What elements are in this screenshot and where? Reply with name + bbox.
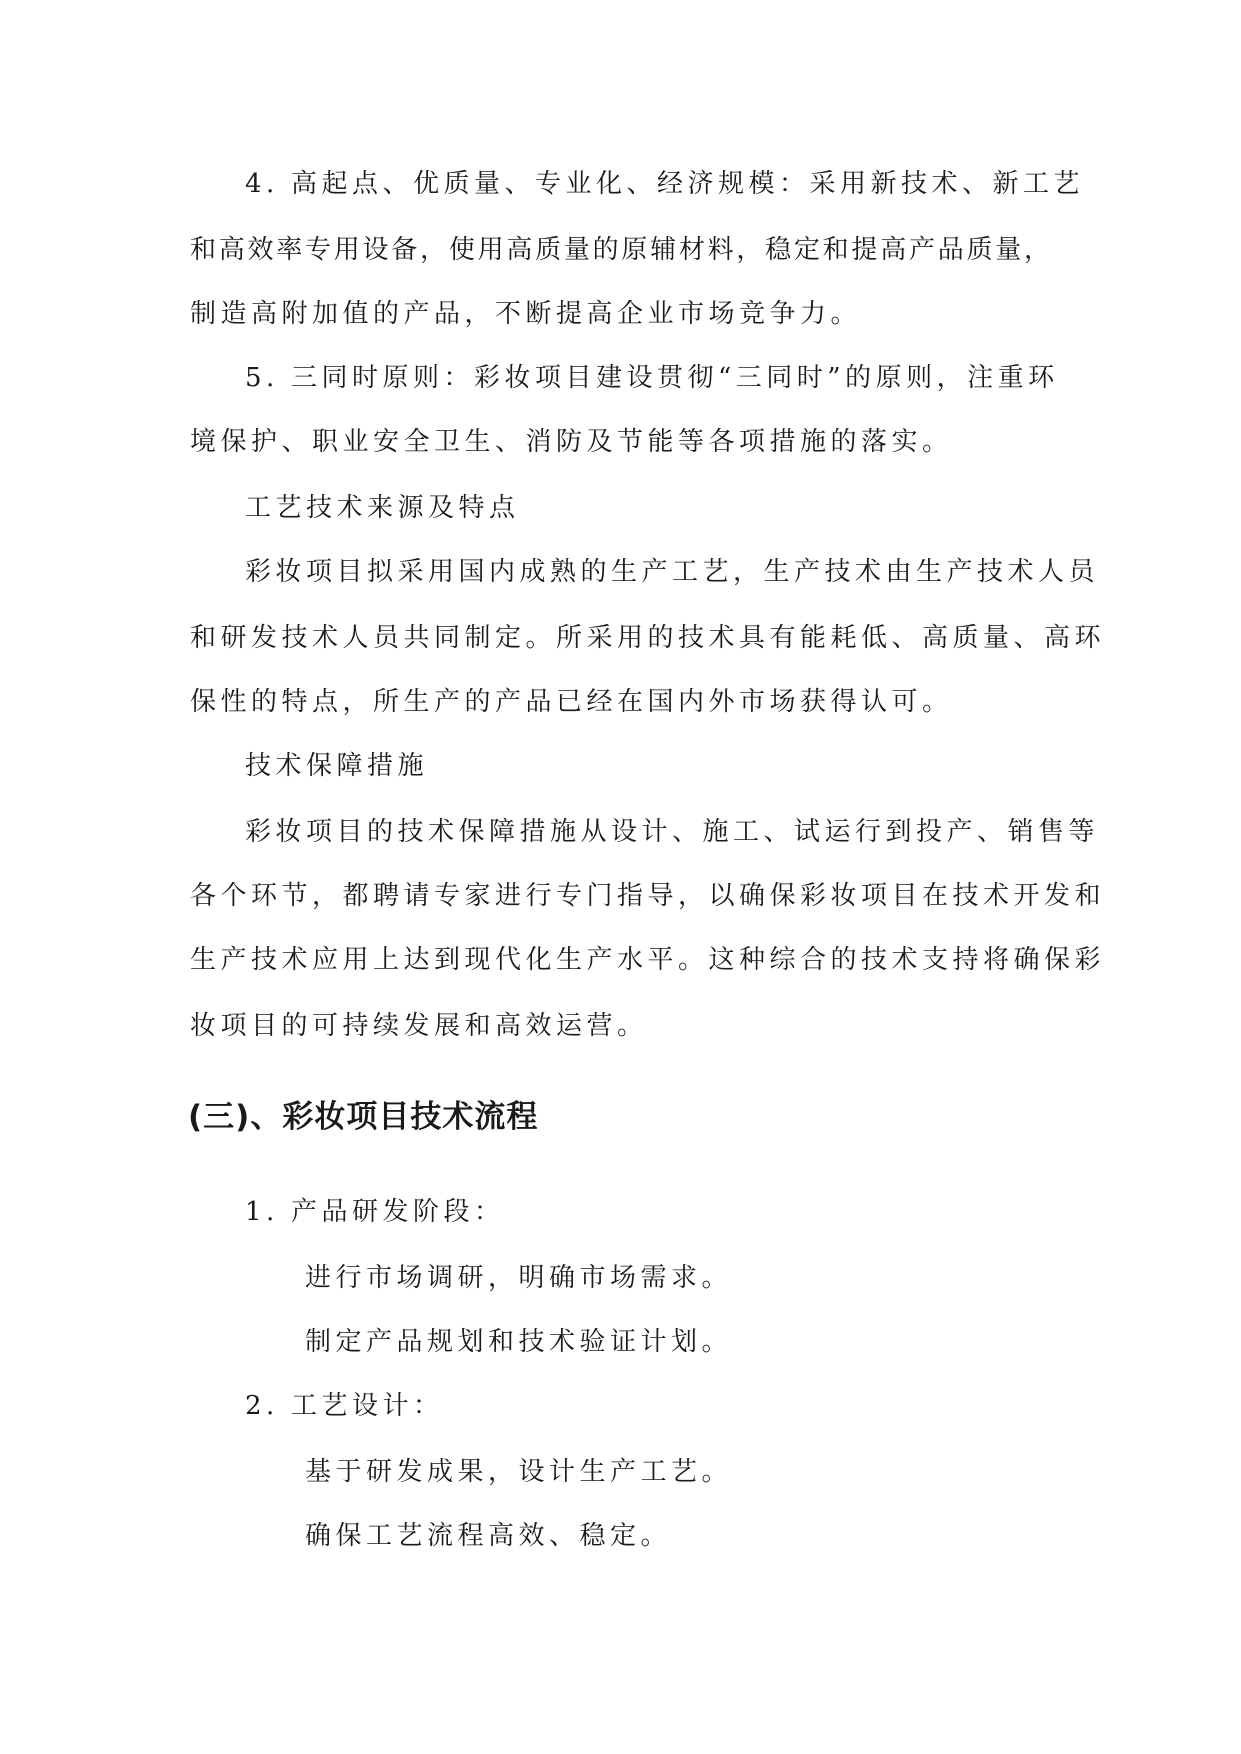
step-1-title	[245, 1195, 505, 1229]
step-2-item-2: 确保工艺流程高效、稳定。	[305, 1521, 672, 1551]
step-2-title	[245, 1389, 444, 1423]
paragraph-tech-source-line-3: 保性的特点，所生产的产品已经在国内外市场获得认可。	[190, 687, 953, 717]
step-1-item-1: 进行市场调研，明确市场需求。	[305, 1263, 733, 1293]
list-number: 4.	[245, 169, 279, 199]
step-2-item-1: 基于研发成果，设计生产工艺。	[305, 1457, 733, 1487]
step-1-item-2: 制定产品规划和技术验证计划。	[305, 1327, 733, 1357]
subheading-tech-source: 工艺技术来源及特点	[245, 493, 520, 523]
list-number: 1.	[245, 1197, 279, 1227]
paragraph-4-line-3: 制造高附加值的产品，不断提高企业市场竞争力。	[190, 299, 862, 329]
section-heading: (三)、彩妆项目技术流程	[188, 1099, 539, 1135]
subheading-tech-measures: 技术保障措施	[245, 751, 429, 781]
paragraph-tech-measures-line-1: 彩妆项目的技术保障措施从设计、施工、试运行到投产、销售等	[245, 817, 1100, 847]
paragraph-tech-source-line-2: 和研发技术人员共同制定。所采用的技术具有能耗低、高质量、高环	[190, 623, 1106, 653]
paragraph-text: 三同时原则：彩妆项目建设贯彻“三同时”的原则，注重环	[291, 363, 1059, 393]
paragraph-tech-source-line-1: 彩妆项目拟采用国内成熟的生产工艺，生产技术由生产技术人员	[245, 557, 1100, 587]
paragraph-text: 高起点、优质量、专业化、经济规模：采用新技术、新工艺	[291, 169, 1085, 199]
paragraph-4-line-2: 和高效率专用设备，使用高质量的原辅材料，稳定和提高产品质量，	[190, 235, 1050, 265]
paragraph-5-line-2: 境保护、职业安全卫生、消防及节能等各项措施的落实。	[190, 427, 953, 457]
list-number: 2.	[245, 1391, 279, 1421]
step-title-text: 工艺设计：	[291, 1391, 444, 1421]
step-title-text: 产品研发阶段：	[291, 1197, 505, 1227]
paragraph-4-line-1	[245, 167, 1084, 201]
paragraph-5-line-1	[245, 361, 1059, 395]
paragraph-tech-measures-line-2: 各个环节，都聘请专家进行专门指导，以确保彩妆项目在技术开发和	[190, 881, 1106, 911]
list-number: 5.	[245, 363, 279, 393]
paragraph-tech-measures-line-3: 生产技术应用上达到现代化生产水平。这种综合的技术支持将确保彩	[190, 945, 1106, 975]
paragraph-tech-measures-line-4: 妆项目的可持续发展和高效运营。	[190, 1011, 648, 1041]
